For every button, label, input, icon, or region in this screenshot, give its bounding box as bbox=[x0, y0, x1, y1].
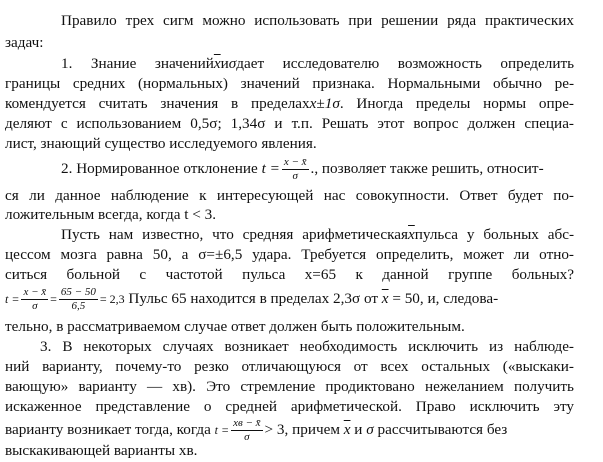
item1-line-1: 1. Знание $значений\overline{x}и\sigma дает$ исследователю возможность определить bbox=[61, 55, 575, 72]
intro-line-2: задач: bbox=[5, 34, 44, 51]
item3-line-4: искаженное представление о средней арифметической. Право исключить эту bbox=[5, 398, 574, 415]
item3-line-2: ний варианту, почему-то резко отличающуюся от всех остальных («выскаки- bbox=[5, 358, 574, 375]
x-bar-symbol: $\overline{x}$ bbox=[343, 421, 351, 438]
sigma-symbol: σ bbox=[228, 55, 237, 72]
normalized-deviation-formula: $\frac{x - x̄}{\sigma}$ bbox=[283, 156, 307, 183]
example-line-1: Пусть нам известно, что средняя $арифметическая\overline{x}пульса$ у больных абс- bbox=[61, 226, 574, 243]
item1-line-3: комендуется считать значения в пределахx±1σ. Иногда пределы нормы опре- bbox=[5, 95, 574, 112]
example-line-3: ситься больной с частотой пульса x=65 к данной группе больных? bbox=[5, 266, 574, 283]
range-expression: x±1σ bbox=[309, 95, 340, 112]
item2-line-2: ся ли данное наблюдение к интересующей нас совокупности. Ответ будет по- bbox=[5, 187, 574, 204]
item1-line-2: границы средних (нормальных) значений признака. Нормальными обычно ре- bbox=[5, 75, 574, 92]
item1-line-5: лист, знающий существо исследуемого явления. bbox=[5, 135, 317, 152]
sigma-symbol: σ bbox=[366, 421, 374, 438]
item3-line-1: 3. В некоторых случаях возникает необходимость исключить из наблюде- bbox=[40, 338, 574, 355]
x-bar-symbol: $\overline{x}$ bbox=[213, 55, 221, 72]
item1-line-4: деляют с использованием 0,5σ; 1,34σ и т.п. Решать этот вопрос должен специа- bbox=[5, 115, 574, 132]
x-bar-symbol: $\overline{x}$ bbox=[408, 226, 415, 243]
item3-line-6: выскакивающей варианты xв. bbox=[5, 442, 198, 459]
intro-line-1: Правило трех сигм можно использовать при решении ряда практических bbox=[61, 12, 574, 29]
t-calculation: $\frac{65 - 50}{6,5}$ bbox=[60, 286, 96, 313]
t-formula: $\frac{x - x̄}{\sigma}$ bbox=[23, 286, 47, 313]
example-line-4: t = $\frac{x - x̄}{\sigma}$ = $\frac{65 - 50}{6,5}$ = 2,3 Пульс 65 находится в пределах 2,3σ от $\overline{x} = 50$, и, следова- bbox=[5, 286, 499, 313]
item3-line-3: вающую» варианту — xв). Это стремление продиктовано нежеланием получить bbox=[5, 378, 574, 395]
outlier-formula: $\frac{xв - x̄}{\sigma}$ bbox=[233, 417, 261, 444]
item2-line-1: 2. Нормированное отклонение t = $\frac{x - x̄}{\sigma}$ ., позволяет также решить, относит- bbox=[61, 156, 544, 183]
example-line-5: тельно, в рассматриваемом случае ответ должен быть положительным. bbox=[5, 318, 465, 335]
example-line-2: цессом мозга равна 50, а σ=±6,5 удара. Требуется определить, может ли отно- bbox=[5, 246, 574, 263]
item2-line-3: ложительным всегда, когда t < 3. bbox=[5, 206, 217, 223]
item3-line-5: варианту возникает тогда, когда t = $\frac{xв - x̄}{\sigma}$ > 3, причем $\overline{x}$ и σ рассчитываются без bbox=[5, 417, 508, 444]
x-bar-symbol: $\overline{x}$ bbox=[381, 290, 389, 307]
